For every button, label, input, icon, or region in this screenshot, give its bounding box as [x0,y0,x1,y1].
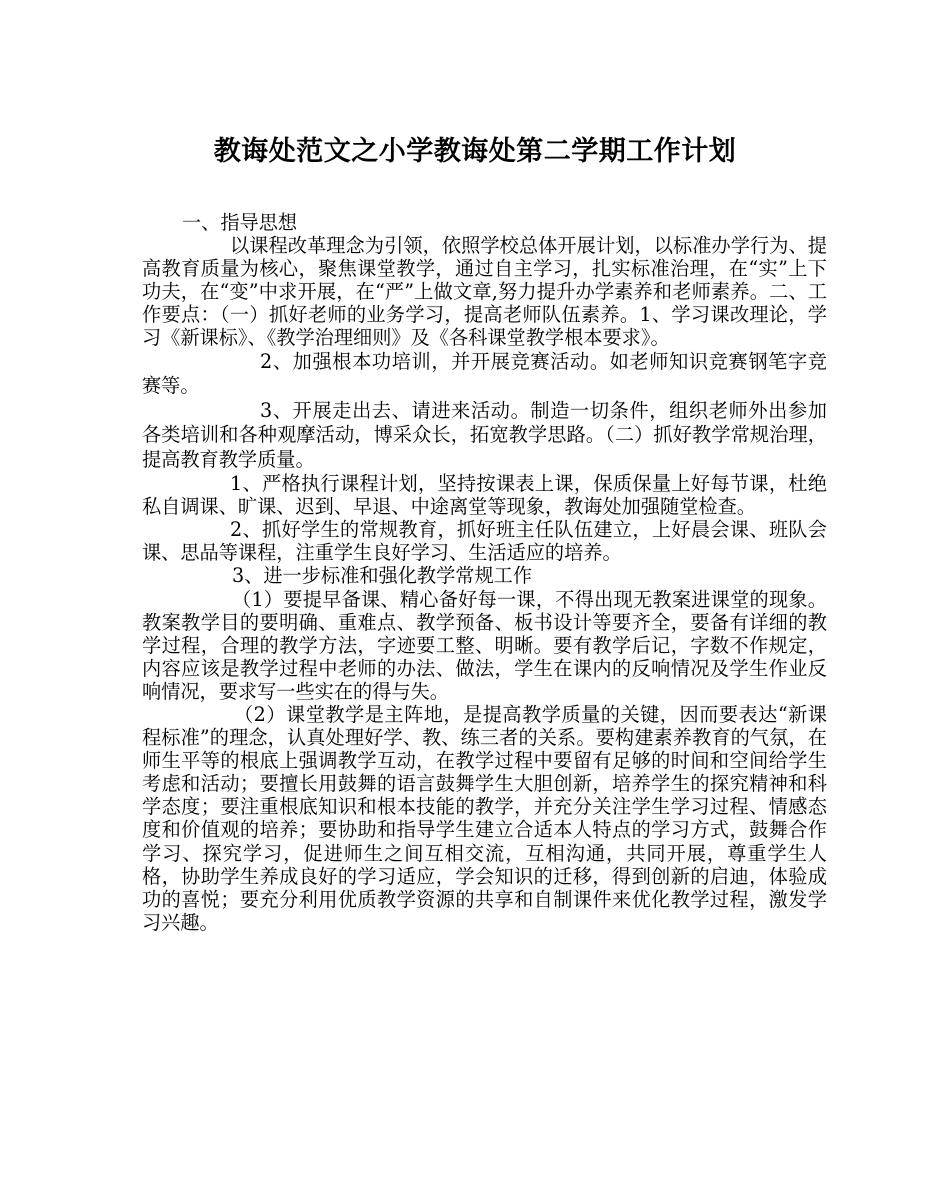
paragraph-classroom-teaching: （2）课堂教学是主阵地，是提高教学质量的关键，因而要表达“新课程标准”的理念，认真处理好学、教、练三者的关系。要构建素养教育的气氛，在师生平等的根底上强调教学互动，在教学过程中要留有足够的时间和空间给学生考虑和活动；要擅长用鼓舞的语言鼓舞学生大胆创新，培养学生的探究精神和科学态度；要注重根底知识和根本技能的教学，并充分关注学生学习过程、情感态度和价值观的培养；要协助和指导学生建立合适本人特点的学习方式，鼓舞合作学习、探究学习，促进师生之间互相交流，互相沟通，共同开展，尊重学生人格，协助学生养成良好的学习适应，学会知识的迁移，得到创新的启迪，体验成功的喜悦；要充分利用优质教学资源的共享和自制课件来优化教学过程，激发学习兴趣。 [142,703,827,934]
paragraph-student-routine: 2、抓好学生的常规教育，抓好班主任队伍建立，上好晨会课、班队会课、思品等课程，注重学生良好学习、生活适应的培养。 [142,518,827,565]
document-body [142,211,827,934]
paragraph-guiding-thought: 以课程改革理念为引领，依照学校总体开展计划，以标准办学行为、提高教育质量为核心，聚焦课堂教学，通过自主学习，扎实标准治理，在“实”上下功夫，在“变”中求开展，在“严”上做文章,努力提升办学素养和老师素养。二、工作要点：（一）抓好老师的业务学习，提高老师队伍素养。1、学习课改理论，学习《新课标》、《教学治理细则》及《各科课堂教学根本要求》。 [142,234,827,350]
paragraph-course-plan: 1、严格执行课程计划，坚持按课表上课，保质保量上好每节课，杜绝私自调课、旷课、迟到、早退、中途离堂等现象，教诲处加强随堂检查。 [142,472,827,519]
document-title: 教诲处范文之小学教诲处第二学期工作计划 [213,136,737,167]
paragraph-lesson-preparation: （1）要提早备课、精心备好每一课，不得出现无教案进课堂的现象。教案教学目的要明确、重难点、教学预备、板书设计等要齐全，要备有详细的教学过程，合理的教学方法，字迹要工整、明晰。要有教学后记，字数不作规定，内容应该是教学过程中老师的办法、做法，学生在课内的反响情况及学生作业反响情况，要求写一些实在的得与失。 [142,587,827,703]
section-heading-guiding-thought: 一、指导思想 [182,211,298,234]
paragraph-teaching-routine-heading: 3、进一步标准和强化教学常规工作 [232,564,533,588]
paragraph-go-out-invite-in: 3、开展走出去、请进来活动。制造一切条件，组织老师外出参加各类培训和各种观摩活动，博采众长，拓宽教学思路。（二）抓好教学常规治理，提高教育教学质量。 [142,398,827,471]
paragraph-basic-skills-training: 2、加强根本功培训，并开展竞赛活动。如老师知识竞赛钢笔字竞赛等。 [142,349,827,398]
